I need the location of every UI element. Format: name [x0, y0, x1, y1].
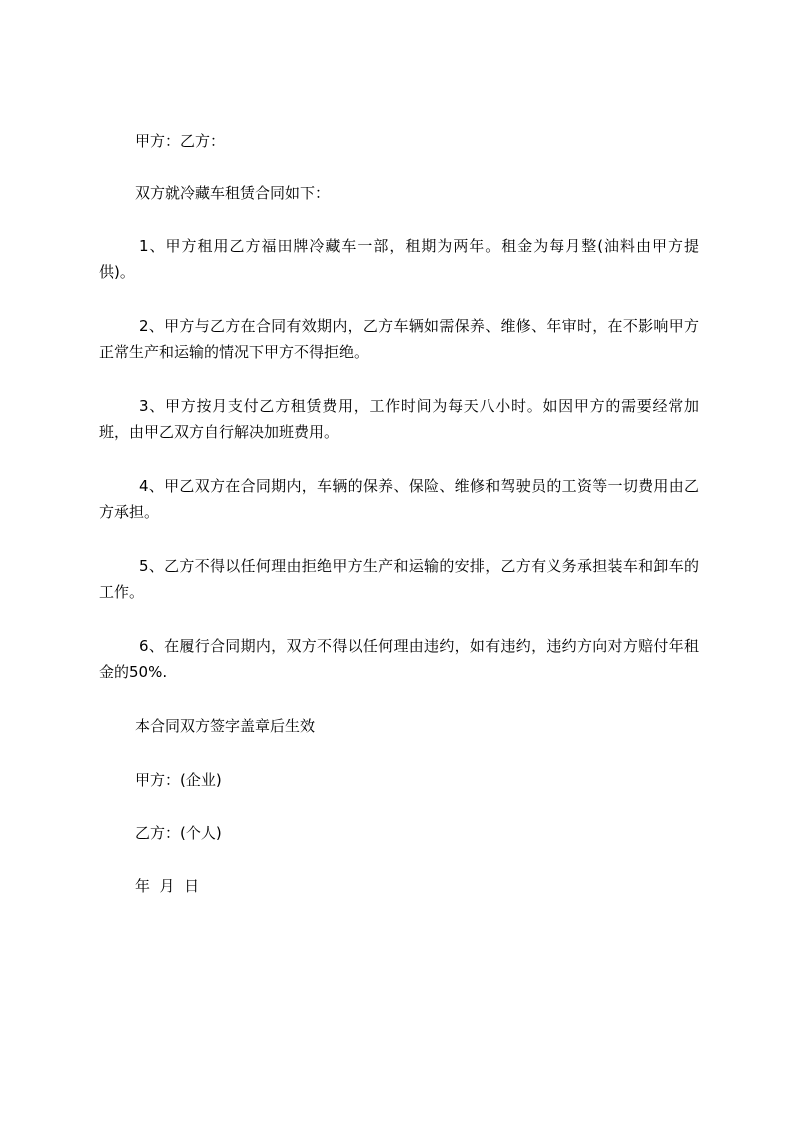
clause-1: 1、甲方租用乙方福田牌冷藏车一部，租期为两年。租金为每月整(油料由甲方提供)。 [99, 237, 699, 281]
clause-3: 3、甲方按月支付乙方租赁费用，工作时间为每天八小时。如因甲方的需要经常加班，由甲乙双方自行解决加班费用。 [99, 397, 699, 441]
effective-clause: 本合同双方签字盖章后生效 [135, 717, 316, 735]
clause-2: 2、甲方与乙方在合同有效期内，乙方车辆如需保养、维修、年审时，在不影响甲方正常生产和运输的情况下甲方不得拒绝。 [99, 317, 699, 361]
clause-6: 6、在履行合同期内，双方不得以任何理由违约，如有违约，违约方向对方赔付年租金的50%. [99, 637, 699, 681]
intro-line: 双方就冷藏车租赁合同如下： [135, 184, 331, 202]
clause-5: 5、乙方不得以任何理由拒绝甲方生产和运输的安排，乙方有义务承担装车和卸车的工作。 [99, 557, 699, 601]
party-b-signature: 乙方：(个人) [135, 824, 222, 842]
parties-line: 甲方：乙方： [135, 132, 226, 150]
date-line: 年 月 日 [135, 877, 200, 895]
clause-4: 4、甲乙双方在合同期内，车辆的保养、保险、维修和驾驶员的工资等一切费用由乙方承担。 [99, 477, 699, 521]
party-a-signature: 甲方：(企业) [135, 771, 222, 789]
